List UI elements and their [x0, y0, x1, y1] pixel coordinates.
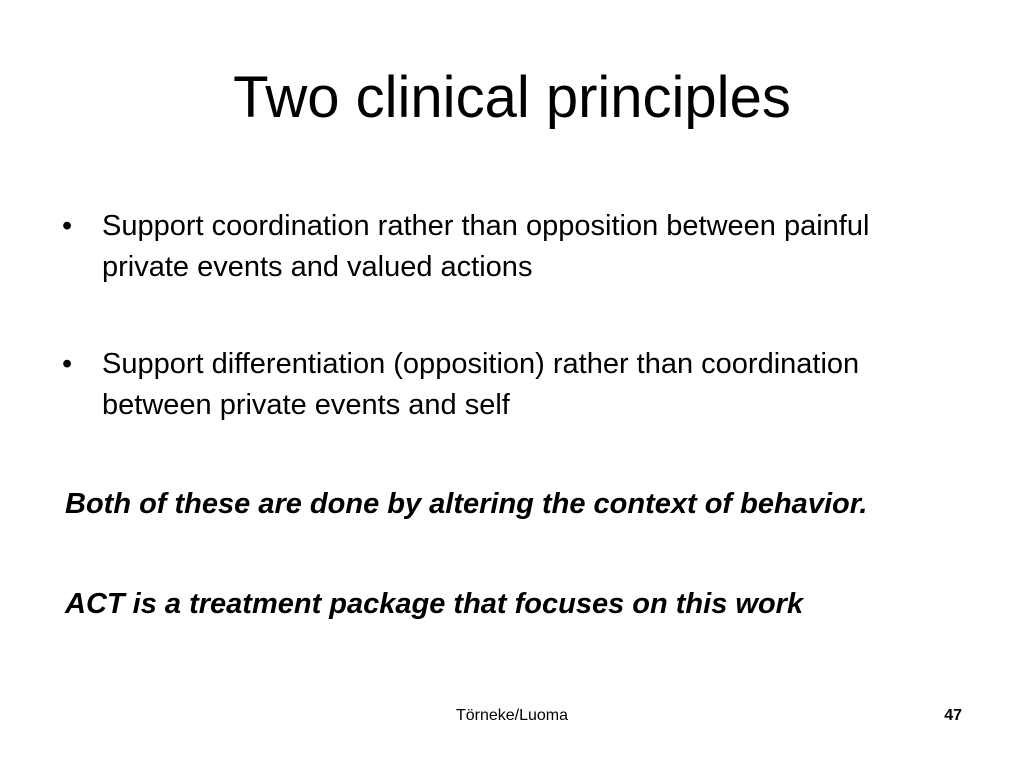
- footer-author: Törneke/Luoma: [455, 707, 569, 724]
- emphasis-statement: ACT is a treatment package that focuses on this work: [65, 588, 804, 620]
- slide-title: Two clinical principles: [233, 65, 791, 130]
- bullet-item: [62, 206, 962, 288]
- bullet-marker: •: [62, 210, 73, 242]
- bullet-marker: •: [62, 348, 73, 380]
- bullet-item: [62, 344, 962, 426]
- bullet-list: [62, 206, 962, 482]
- bullet-text: Support differentiation (opposition) rather than coordination between private events and self: [102, 348, 860, 421]
- bullet-text: Support coordination rather than opposition between painful private events and valued actions: [102, 210, 870, 283]
- page-number: 47: [944, 707, 962, 724]
- emphasis-statement: Both of these are done by altering the context of behavior.: [65, 488, 868, 520]
